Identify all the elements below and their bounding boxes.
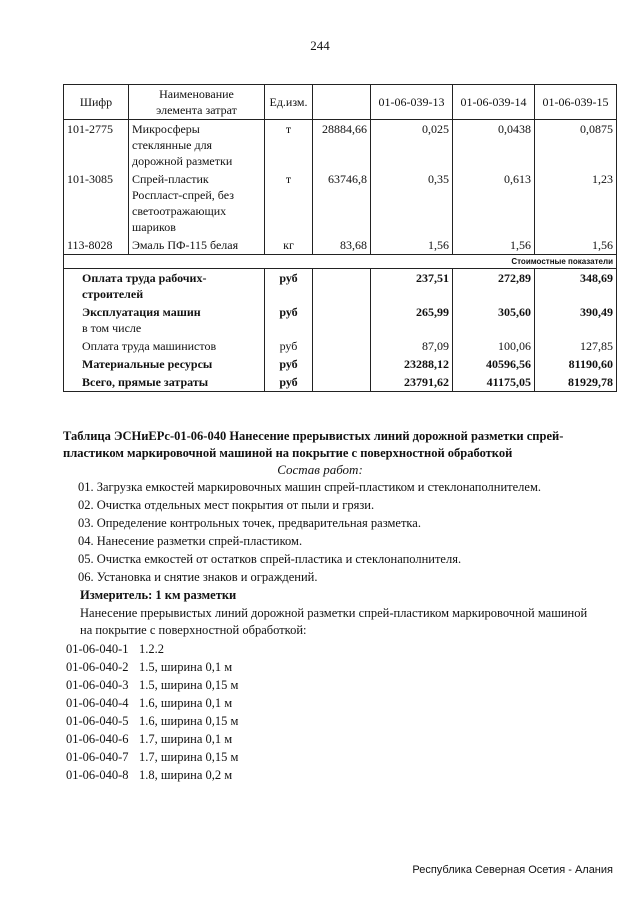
code-id: 01-06-040-1 [66, 642, 129, 656]
material-value-1: 0,025 [371, 120, 453, 171]
summary-row [64, 337, 617, 355]
summary-unit: руб [265, 373, 313, 392]
summary-row [64, 303, 617, 337]
table-row [64, 120, 617, 171]
summary-header: Стоимостные показатели [371, 255, 617, 269]
code-id: 01-06-040-7 [66, 750, 129, 764]
summary-name-line: Оплата труда рабочих- [82, 271, 207, 285]
code-item [66, 642, 164, 657]
material-code: 101-2775 [64, 120, 129, 171]
code-desc: 1.5, ширина 0,1 м [139, 660, 233, 674]
summary-value-1: 237,51 [371, 269, 453, 304]
description-line: Нанесение прерывистых линий дорожной разметки спрей-пластиком маркировочной машиной [80, 606, 588, 620]
footer-region: Республика Северная Осетия - Алания [412, 864, 613, 876]
summary-value-3: 348,69 [535, 269, 617, 304]
summary-value-2: 41175,05 [453, 373, 535, 392]
summary-name [64, 269, 265, 304]
code-desc: 1.7, ширина 0,15 м [139, 750, 239, 764]
summary-unit: руб [265, 355, 313, 373]
summary-name-line: Материальные ресурсы [82, 357, 213, 371]
summary-row [64, 373, 617, 392]
code-id: 01-06-040-6 [66, 732, 129, 746]
header-code: Шифр [64, 85, 129, 120]
material-name-line: светоотражающих [132, 204, 227, 218]
material-name-line: шариков [132, 220, 176, 234]
code-item [66, 660, 232, 675]
header-col-2: 01-06-039-14 [453, 85, 535, 120]
material-name-line: Спрей-пластик [132, 172, 209, 186]
summary-name-line: строителей [82, 287, 144, 301]
summary-unit: руб [265, 337, 313, 355]
summary-value-1: 265,99 [371, 303, 453, 337]
material-unit: т [265, 120, 313, 171]
summary-name [64, 355, 265, 373]
table-row [64, 170, 617, 236]
section-title-line: пластиком маркировочной машиной на покрытие с поверхностной обработкой [63, 446, 513, 460]
code-item [66, 696, 232, 711]
material-name [129, 170, 265, 236]
material-value-1: 0,35 [371, 170, 453, 236]
material-value-3: 1,23 [535, 170, 617, 236]
header-unit: Ед.изм. [265, 85, 313, 120]
material-name-line: стеклянные для [132, 138, 213, 152]
material-value-2: 0,613 [453, 170, 535, 236]
work-item: 02. Очистка отдельных мест покрытия от пыли и грязи. [78, 498, 375, 512]
material-name-line: Роспласт-спрей, без [132, 188, 234, 202]
code-item [66, 714, 238, 729]
summary-row [64, 355, 617, 373]
section-title [63, 428, 623, 462]
summary-value-1: 87,09 [371, 337, 453, 355]
code-id: 01-06-040-2 [66, 660, 129, 674]
code-desc: 1.7, ширина 0,1 м [139, 732, 233, 746]
code-item [66, 732, 232, 747]
header-price [313, 85, 371, 120]
material-value-3: 1,56 [535, 236, 617, 255]
header-col-3: 01-06-039-15 [535, 85, 617, 120]
material-name-line: дорожной разметки [132, 154, 233, 168]
summary-value-3: 127,85 [535, 337, 617, 355]
code-item [66, 678, 238, 693]
summary-unit: руб [265, 303, 313, 337]
code-desc: 1.2.2 [139, 642, 164, 656]
material-unit: т [265, 170, 313, 236]
material-name [129, 236, 265, 255]
summary-value-3: 390,49 [535, 303, 617, 337]
work-item: 06. Установка и снятие знаков и ограждений. [78, 570, 318, 584]
page-number: 244 [310, 38, 330, 53]
summary-value-3: 81190,60 [535, 355, 617, 373]
summary-name [64, 373, 265, 392]
work-item: 03. Определение контрольных точек, предварительная разметка. [78, 516, 421, 530]
summary-value-3: 81929,78 [535, 373, 617, 392]
work-item: 05. Очистка емкостей от остатков спрей-пластика и стеклонаполнителя. [78, 552, 462, 566]
summary-name-line: Эксплуатация машин [82, 305, 201, 319]
code-id: 01-06-040-8 [66, 768, 129, 782]
material-value-2: 1,56 [453, 236, 535, 255]
header-col-1: 01-06-039-13 [371, 85, 453, 120]
material-price: 83,68 [313, 236, 371, 255]
header-name-line: Наименование [159, 87, 234, 101]
material-value-3: 0,0875 [535, 120, 617, 171]
summary-name-line: Всего, прямые затраты [82, 375, 209, 389]
work-item: 04. Нанесение разметки спрей-пластиком. [78, 534, 303, 548]
summary-value-2: 272,89 [453, 269, 535, 304]
cost-table [63, 84, 617, 392]
summary-value-2: 305,60 [453, 303, 535, 337]
code-id: 01-06-040-5 [66, 714, 129, 728]
table-header-row [64, 85, 617, 120]
summary-name [64, 303, 265, 337]
material-unit: кг [265, 236, 313, 255]
material-price: 63746,8 [313, 170, 371, 236]
summary-name-line: в том числе [82, 321, 142, 335]
material-name-line: Эмаль ПФ-115 белая [132, 238, 239, 252]
header-name-line: элемента затрат [156, 103, 237, 117]
description-line: на покрытие с поверхностной обработкой: [80, 623, 307, 637]
code-desc: 1.8, ширина 0,2 м [139, 768, 233, 782]
code-item [66, 768, 232, 783]
summary-value-2: 100,06 [453, 337, 535, 355]
description [80, 605, 620, 639]
summary-value-1: 23288,12 [371, 355, 453, 373]
summary-row [64, 269, 617, 304]
summary-name-line: Оплата труда машинистов [82, 339, 217, 353]
code-desc: 1.6, ширина 0,1 м [139, 696, 233, 710]
code-id: 01-06-040-4 [66, 696, 129, 710]
material-name [129, 120, 265, 171]
code-item [66, 750, 238, 765]
summary-header-row [64, 255, 617, 269]
material-price: 28884,66 [313, 120, 371, 171]
works-heading: Состав работ: [277, 462, 363, 477]
code-desc: 1.5, ширина 0,15 м [139, 678, 239, 692]
material-code: 113-8028 [64, 236, 129, 255]
code-desc: 1.6, ширина 0,15 м [139, 714, 239, 728]
table-row [64, 236, 617, 255]
section-title-line: Таблица ЭСНиЕРс-01-06-040 Нанесение прерывистых линий дорожной разметки спрей- [63, 429, 564, 443]
material-code: 101-3085 [64, 170, 129, 236]
material-value-1: 1,56 [371, 236, 453, 255]
header-name [129, 85, 265, 120]
code-id: 01-06-040-3 [66, 678, 129, 692]
summary-value-2: 40596,56 [453, 355, 535, 373]
work-item: 01. Загрузка емкостей маркировочных машин спрей-пластиком и стеклонаполнителем. [78, 480, 542, 494]
meter-label: Измеритель: 1 км разметки [80, 588, 237, 602]
summary-value-1: 23791,62 [371, 373, 453, 392]
material-name-line: Микросферы [132, 122, 200, 136]
material-value-2: 0,0438 [453, 120, 535, 171]
summary-name [64, 337, 265, 355]
summary-unit: руб [265, 269, 313, 304]
